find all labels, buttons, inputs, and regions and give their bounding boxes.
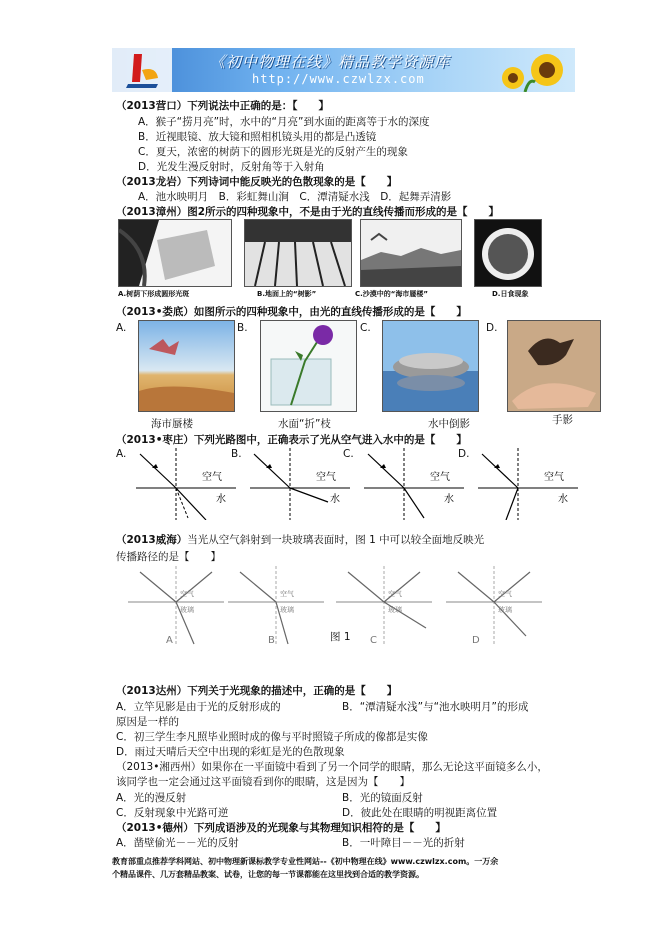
q1-option-c: C．夏天，浓密的树荫下的圆形光斑是光的反射产生的现象 [138,146,408,158]
q3-image-b [244,219,352,287]
q8-option-c: C．反射现象中光路可逆 [116,807,229,819]
q6-figure [128,566,608,648]
q6-diagram-d [446,566,542,646]
q5-letter-b: B. [231,448,242,460]
q4-letter-c: C. [360,322,371,334]
q4-image-branch [260,320,357,412]
q4-letter-a: A. [116,322,127,334]
q5-air-label-a: 空气 [202,472,222,483]
svg-text:空气: 空气 [280,590,294,598]
svg-text:玻璃: 玻璃 [388,606,402,614]
q7-option-c: C．初三学生李凡照毕业照时成的像与平时照镜子所成的像都是实像 [116,731,428,743]
q4-image-shadow [507,320,601,412]
q3-caption-a: A.树荫下形成圆形光斑 [118,290,190,298]
q9-option-b: B．一叶障目－－光的折射 [342,837,465,849]
q4-letter-b: B. [237,322,248,334]
q4-caption-a: 海市蜃楼 [151,418,193,430]
q6-label-a: A [166,635,173,646]
q6-label-d: D [472,635,480,646]
svg-text:玻璃: 玻璃 [180,606,194,614]
q7-option-d: D．雨过天晴后天空中出现的彩虹是光的色散现象 [116,746,345,758]
q5-water-label-b: 水 [330,494,340,505]
sunflower-icon [485,48,575,92]
q5-letter-d: D. [458,448,470,460]
q3-caption-c: C.沙漠中的“海市蜃楼” [355,290,428,298]
q9-stem: （2013•德州）下列成语涉及的光现象与其物理知识相符的是【 】 [116,822,446,834]
q7-stem: （2013达州）下列关于光现象的描述中，正确的是【 】 [116,685,398,697]
footer-line1: 教育部重点推荐学科网站、初中物理新课标教学专业性网站--《初中物理在线》www.czwlzx.com。一万余 [112,857,499,866]
q5-letter-a: A. [116,448,127,460]
q7-option-a: A．立竿见影是由于光的反射形成的 [116,701,281,713]
q5-stem: （2013•枣庄）下列光路图中，正确表示了光从空气进入水中的是【 】 [116,434,467,446]
q8-option-d: D．彼此处在眼睛的明视距离位置 [342,807,498,819]
q5-letter-c: C. [343,448,354,460]
q8-line1: （2013•湘西州）如果你在一平面镜中看到了另一个同学的眼睛，那么无论这平面镜多么小， [116,761,548,773]
q8-option-a: A．光的漫反射 [116,792,187,804]
q7-option-b-cont: 原因是一样的 [116,716,179,728]
q2-options: A．池水映明月 B．彩虹舞山涧 C．潭清疑水浅 D．起舞弄清影 [138,191,452,203]
q1-stem: （2013营口）下列说法中正确的是：【 】 [116,100,329,112]
q5-diagram-d [478,448,578,520]
q7-option-b: B．“潭清疑水浅”与“池水映明月”的形成 [342,701,529,713]
q6-diagram-a [128,566,224,646]
q3-image-a [118,219,232,287]
q3-image-d [474,219,542,287]
svg-text:空气: 空气 [180,590,194,598]
logo-icon [112,48,172,92]
svg-text:玻璃: 玻璃 [280,606,294,614]
q6-figure-caption: 图 1 [330,631,351,643]
q4-caption-d: 手影 [552,414,573,426]
q6-line2: 传播路径的是【 】 [116,551,221,563]
q5-diagram-a [136,448,236,520]
q6-label-b: B [268,635,275,646]
svg-text:玻璃: 玻璃 [498,606,512,614]
q4-image-reflection [382,320,479,412]
q4-letter-d: D. [486,322,498,334]
q8-line2: 该同学也一定会通过这平面镜看到你的眼睛，这是因为【 】 [116,776,410,788]
banner-title: 《初中物理在线》精品教学资源库 [210,53,451,71]
q9-option-a: A．凿壁偷光－－光的反射 [116,837,239,849]
q6-label-c: C [370,635,377,646]
q5-water-label-c: 水 [444,494,454,505]
q4-stem: （2013•娄底）如图所示的四种现象中，由光的直线传播形成的是【 】 [116,306,467,318]
q3-stem: （2013漳州）图2所示的四种现象中，不是由于光的直线传播而形成的是【 】 [116,206,500,218]
site-banner [112,48,575,92]
svg-text:空气: 空气 [388,590,402,598]
q3-image-c [360,219,462,287]
q2-stem: （2013龙岩）下列诗词中能反映光的色散现象的是【 】 [116,176,398,188]
q8-option-b: B．光的镜面反射 [342,792,423,804]
q5-diagram-b [250,448,350,520]
q5-water-label-a: 水 [216,494,226,505]
q1-option-b: B．近视眼镜、放大镜和照相机镜头用的都是凸透镜 [138,131,377,143]
q5-air-label-d: 空气 [544,472,564,483]
q4-caption-b: 水面“折”枝 [278,418,331,430]
q5-diagram-c [364,448,464,520]
q3-caption-d: D.日食现象 [492,290,529,298]
q5-air-label-c: 空气 [430,472,450,483]
q1-option-d: D．光发生漫反射时，反射角等于入射角 [138,161,325,173]
q6-diagram-b [228,566,324,646]
q3-caption-b: B.地面上的“树影” [257,290,317,298]
q1-option-a: A．猴子“捞月亮”时，水中的“月亮”到水面的距离等于水的深度 [138,116,430,128]
q4-caption-c: 水中倒影 [428,418,470,430]
footer-line2: 个精品课件、几万套精品教案、试卷，让您的每一节课都能在这里找到合适的教学资源。 [112,870,424,879]
q6-line1: （2013威海）当光从空气斜射到一块玻璃表面时，图 1 中可以较全面地反映光 [116,534,485,546]
q4-image-mirage [138,320,235,412]
banner-url: http://www.czwlzx.com [252,72,425,86]
svg-text:空气: 空气 [498,590,512,598]
q5-air-label-b: 空气 [316,472,336,483]
q5-water-label-d: 水 [558,494,568,505]
